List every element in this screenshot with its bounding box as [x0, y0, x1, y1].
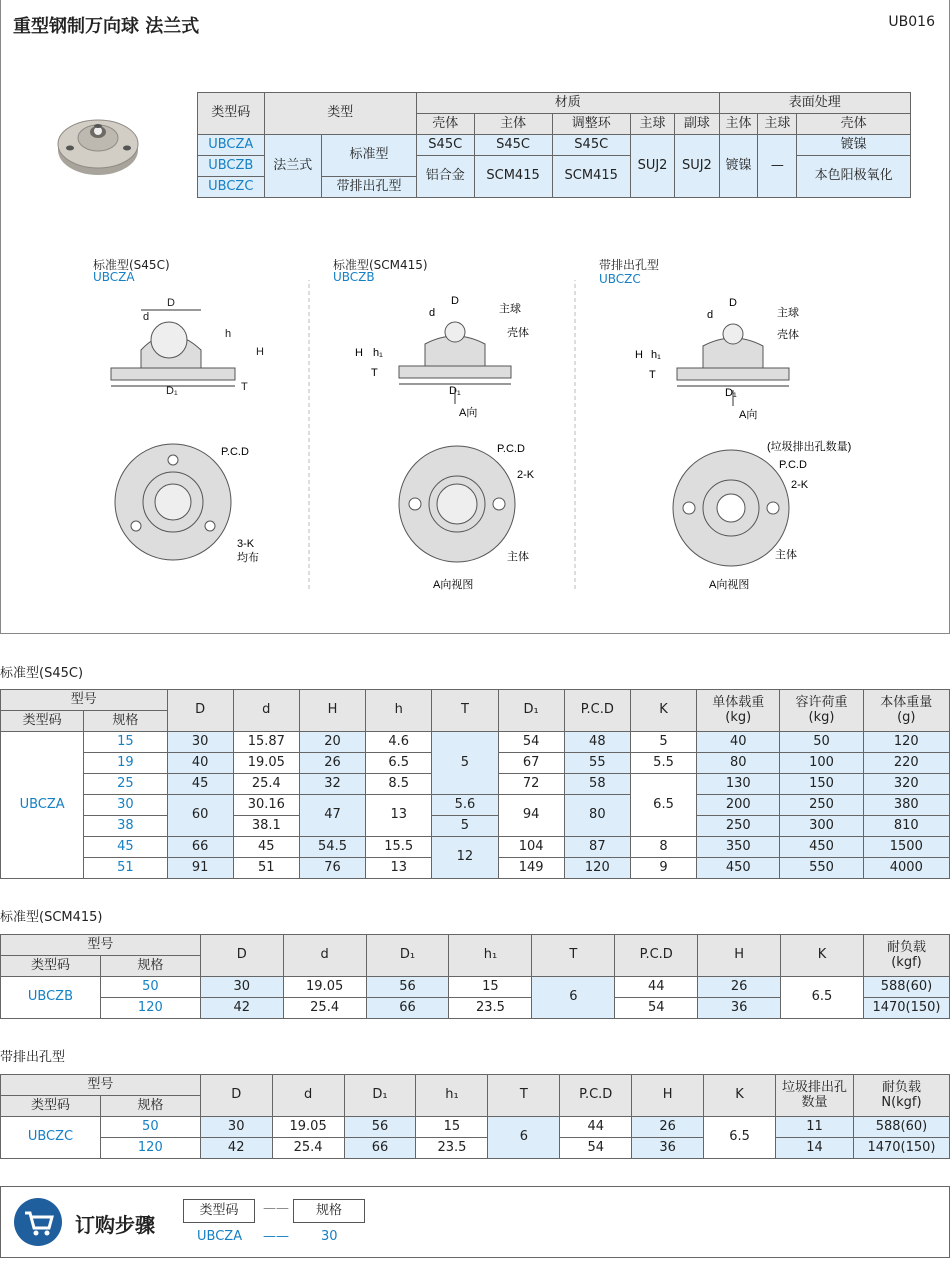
data-cell: 19.05 [233, 753, 299, 774]
drawing-c-title: 带排出孔型 [599, 258, 660, 272]
header-type-code: 类型码 [198, 93, 265, 135]
data-cell: 36 [698, 998, 781, 1019]
order-dash2: —— [263, 1229, 289, 1244]
data-cell: 550 [780, 858, 863, 879]
dim-H: H [635, 349, 643, 361]
subball-material-cell: SUJ2 [675, 135, 719, 198]
drawing-b-title: 标准型(SCM415) [333, 258, 428, 272]
data-cell: 32 [299, 774, 365, 795]
order-steps [0, 1186, 950, 1258]
material-cell: SCM415 [474, 156, 552, 198]
data-cell: 60 [167, 795, 233, 837]
data-cell: 54 [615, 998, 698, 1019]
col-header: h₁ [449, 935, 532, 977]
data-cell: 30.16 [233, 795, 299, 816]
material-cell: S45C [416, 135, 474, 156]
data-cell: 5 [432, 816, 498, 837]
data-cell: 48 [564, 732, 630, 753]
col-header: D [200, 935, 283, 977]
table3-title: 带排出孔型 [0, 1050, 66, 1065]
data-cell: 80 [697, 753, 780, 774]
data-cell: 5.6 [432, 795, 498, 816]
data-cell: 6 [532, 977, 615, 1019]
data-cell: 55 [564, 753, 630, 774]
col-header: H [698, 935, 781, 977]
dim-d: d [707, 309, 714, 321]
sub-header: 主球 [758, 114, 797, 135]
data-cell: 6.5 [781, 977, 864, 1019]
data-cell: 50 [780, 732, 863, 753]
data-cell: 19.05 [272, 1117, 344, 1138]
data-cell: 350 [697, 837, 780, 858]
data-cell: 1470(150) [863, 998, 949, 1019]
col-header: d [233, 690, 299, 732]
spec-cell: 30 [84, 795, 167, 816]
data-cell: 5.5 [630, 753, 696, 774]
spec-cell: 50 [100, 1117, 200, 1138]
data-cell: 588(60) [863, 977, 949, 998]
dim-h1: h₁ [373, 347, 383, 359]
col-header: T [532, 935, 615, 977]
data-cell: 80 [564, 795, 630, 837]
data-cell: 54 [560, 1138, 632, 1159]
sub-header: 壳体 [416, 114, 474, 135]
data-cell: 5 [432, 732, 498, 795]
drawing-b-code: UBCZB [333, 270, 375, 284]
spec-cell: 120 [100, 998, 200, 1019]
data-cell: 6.5 [366, 753, 432, 774]
data-cell: 44 [560, 1117, 632, 1138]
data-cell: 320 [863, 774, 949, 795]
pcd-label: P.C.D [221, 446, 249, 458]
data-cell: 87 [564, 837, 630, 858]
data-cell: 130 [697, 774, 780, 795]
surface-ball-cell: — [758, 135, 797, 198]
cart-icon [13, 1197, 63, 1247]
page-title: 重型钢制万向球 法兰式 [13, 16, 200, 37]
spec-cell: 51 [84, 858, 167, 879]
body-label: 主体 [775, 549, 797, 561]
type-code-cell: UBCZC [198, 177, 265, 198]
data-cell: 150 [780, 774, 863, 795]
drain-label: (垃圾排出孔数量) [767, 441, 852, 453]
sub-header: 主体 [474, 114, 552, 135]
header-spec: 规格 [100, 956, 200, 977]
col-header: P.C.D [560, 1075, 632, 1117]
material-cell: S45C [552, 135, 630, 156]
col-header: K [781, 935, 864, 977]
data-cell: 300 [780, 816, 863, 837]
data-cell: 120 [564, 858, 630, 879]
col-header: K [630, 690, 696, 732]
dim-d: d [429, 307, 436, 319]
data-cell: 200 [697, 795, 780, 816]
spec-cell: 15 [84, 732, 167, 753]
holes-label: 2-K [791, 479, 809, 491]
data-cell: 220 [863, 753, 949, 774]
spec-cell: 120 [100, 1138, 200, 1159]
order-title: 订购步骤 [75, 1213, 155, 1237]
drawing-a-title: 标准型(S45C) [93, 258, 170, 272]
col-header: D₁ [498, 690, 564, 732]
header-material: 材质 [416, 93, 719, 114]
technical-drawings [1, 280, 949, 600]
data-cell: 250 [780, 795, 863, 816]
data-cell: 26 [299, 753, 365, 774]
dim-D: D [167, 297, 175, 309]
direction-label: A向 [459, 407, 478, 419]
spec-table-s45c [0, 689, 950, 879]
col-header: T [432, 690, 498, 732]
data-cell: 6 [488, 1117, 560, 1159]
order-spec-value: 30 [321, 1229, 338, 1244]
col-header: 垃圾排出孔 数量 [775, 1075, 853, 1117]
data-cell: 15 [449, 977, 532, 998]
holes-label: 2-K [517, 469, 535, 481]
col-header: 本体重量 (g) [863, 690, 949, 732]
spec-cell: 19 [84, 753, 167, 774]
spec-cell: 50 [100, 977, 200, 998]
table2-title: 标准型(SCM415) [0, 910, 103, 925]
drawing-a-code: UBCZA [93, 270, 135, 284]
col-header: P.C.D [615, 935, 698, 977]
shell-label: 壳体 [507, 327, 529, 339]
col-header: T [488, 1075, 560, 1117]
header-model: 型号 [1, 690, 168, 711]
data-cell: 4.6 [366, 732, 432, 753]
order-spec-label: 规格 [293, 1199, 365, 1223]
data-cell: 5 [630, 732, 696, 753]
col-header: P.C.D [564, 690, 630, 732]
sub-header: 主球 [630, 114, 674, 135]
dim-H: H [355, 347, 363, 359]
surface-shell-cell: 本色阳极氧化 [797, 156, 911, 198]
data-cell: 25.4 [283, 998, 366, 1019]
surface-shell-cell: 镀镍 [797, 135, 911, 156]
dim-T: T [241, 381, 248, 393]
order-dash: —— [263, 1201, 289, 1216]
header-surface: 表面处理 [719, 93, 910, 114]
type-std-cell: 标准型 [322, 135, 417, 177]
header-model: 型号 [1, 1075, 201, 1096]
data-cell: 250 [697, 816, 780, 837]
data-cell: 66 [167, 837, 233, 858]
data-cell: 47 [299, 795, 365, 837]
col-header: h₁ [416, 1075, 488, 1117]
data-cell: 76 [299, 858, 365, 879]
data-cell: 44 [615, 977, 698, 998]
data-cell: 54.5 [299, 837, 365, 858]
data-cell: 120 [863, 732, 949, 753]
ball-material-cell: SUJ2 [630, 135, 674, 198]
type-main-cell: 法兰式 [264, 135, 322, 198]
pcd-label: P.C.D [779, 459, 807, 471]
data-cell: 42 [200, 998, 283, 1019]
data-cell: 94 [498, 795, 564, 837]
type-code-cell: UBCZA [1, 732, 84, 879]
dim-h: h [225, 328, 232, 340]
header-code: 类型码 [1, 1096, 101, 1117]
sub-header: 壳体 [797, 114, 911, 135]
sub-header: 调整环 [552, 114, 630, 135]
data-cell: 23.5 [416, 1138, 488, 1159]
data-cell: 13 [366, 858, 432, 879]
material-cell: 铝合金 [416, 156, 474, 198]
data-cell: 26 [698, 977, 781, 998]
header-spec: 规格 [84, 711, 167, 732]
data-cell: 58 [564, 774, 630, 795]
data-cell: 45 [167, 774, 233, 795]
product-photo [53, 108, 143, 178]
data-cell: 72 [498, 774, 564, 795]
product-code: UB016 [888, 14, 935, 30]
data-cell: 6.5 [704, 1117, 776, 1159]
dim-h1: h₁ [651, 349, 661, 361]
shell-label: 壳体 [777, 329, 799, 341]
header-model: 型号 [1, 935, 201, 956]
spec-table-scm415 [0, 934, 950, 1019]
view-label: A向视图 [433, 579, 474, 591]
table1-title: 标准型(S45C) [0, 666, 84, 681]
type-code-cell: UBCZC [1, 1117, 101, 1159]
col-header: H [632, 1075, 704, 1117]
data-cell: 40 [167, 753, 233, 774]
data-cell: 11 [775, 1117, 853, 1138]
data-cell: 380 [863, 795, 949, 816]
data-cell: 104 [498, 837, 564, 858]
header-spec: 规格 [100, 1096, 200, 1117]
type-code-cell: UBCZB [198, 156, 265, 177]
data-cell: 56 [344, 1117, 416, 1138]
material-table [197, 92, 911, 198]
col-header: 容许荷重 (kg) [780, 690, 863, 732]
col-header: H [299, 690, 365, 732]
data-cell: 8.5 [366, 774, 432, 795]
data-cell: 67 [498, 753, 564, 774]
data-cell: 1470(150) [853, 1138, 949, 1159]
data-cell: 810 [863, 816, 949, 837]
data-cell: 66 [366, 998, 449, 1019]
col-header: h [366, 690, 432, 732]
dim-H: H [256, 346, 264, 358]
data-cell: 450 [780, 837, 863, 858]
dim-T: T [371, 367, 378, 379]
data-cell: 15 [416, 1117, 488, 1138]
sub-header: 主体 [719, 114, 758, 135]
data-cell: 56 [366, 977, 449, 998]
data-cell: 588(60) [853, 1117, 949, 1138]
spec-cell: 45 [84, 837, 167, 858]
data-cell: 20 [299, 732, 365, 753]
surface-body-cell: 镀镍 [719, 135, 758, 198]
data-cell: 51 [233, 858, 299, 879]
data-cell: 12 [432, 837, 498, 879]
view-label: A向视图 [709, 579, 750, 591]
col-header: 耐负载 N(kgf) [853, 1075, 949, 1117]
main-ball-label: 主球 [777, 307, 799, 319]
dim-D: D [451, 295, 459, 307]
order-code-value: UBCZA [197, 1229, 243, 1244]
type-code-cell: UBCZB [1, 977, 101, 1019]
direction-label: A向 [739, 409, 758, 421]
data-cell: 15.87 [233, 732, 299, 753]
col-header: D₁ [344, 1075, 416, 1117]
dim-d: d [143, 311, 150, 323]
data-cell: 19.05 [283, 977, 366, 998]
dim-D1: D₁ [449, 385, 461, 397]
data-cell: 25.4 [233, 774, 299, 795]
data-cell: 100 [780, 753, 863, 774]
pcd-label: P.C.D [497, 443, 525, 455]
header-code: 类型码 [1, 956, 101, 977]
data-cell: 149 [498, 858, 564, 879]
holes-note: 均布 [237, 552, 259, 564]
data-cell: 13 [366, 795, 432, 837]
col-header: d [283, 935, 366, 977]
data-cell: 15.5 [366, 837, 432, 858]
data-cell: 66 [344, 1138, 416, 1159]
col-header: d [272, 1075, 344, 1117]
col-header: D [200, 1075, 272, 1117]
data-cell: 8 [630, 837, 696, 858]
header-type: 类型 [264, 93, 416, 135]
dim-D: D [729, 297, 737, 309]
data-cell: 4000 [863, 858, 949, 879]
dim-D1: D₁ [166, 385, 178, 397]
type-code-cell: UBCZA [198, 135, 265, 156]
data-cell: 45 [233, 837, 299, 858]
material-cell: S45C [474, 135, 552, 156]
data-cell: 42 [200, 1138, 272, 1159]
spec-cell: 25 [84, 774, 167, 795]
col-header: D [167, 690, 233, 732]
spec-table-drain [0, 1074, 950, 1159]
drawing-c-code: UBCZC [599, 272, 641, 286]
data-cell: 14 [775, 1138, 853, 1159]
data-cell: 26 [632, 1117, 704, 1138]
data-cell: 30 [200, 977, 283, 998]
data-cell: 30 [200, 1117, 272, 1138]
data-cell: 9 [630, 858, 696, 879]
data-cell: 30 [167, 732, 233, 753]
type-drain-cell: 带排出孔型 [322, 177, 417, 198]
data-cell: 54 [498, 732, 564, 753]
data-cell: 6.5 [630, 774, 696, 837]
holes-label: 3-K [237, 538, 255, 550]
material-cell: SCM415 [552, 156, 630, 198]
col-header: K [704, 1075, 776, 1117]
data-cell: 38.1 [233, 816, 299, 837]
spec-cell: 38 [84, 816, 167, 837]
col-header: 耐负载 (kgf) [863, 935, 949, 977]
data-cell: 23.5 [449, 998, 532, 1019]
main-ball-label: 主球 [499, 303, 521, 315]
col-header: D₁ [366, 935, 449, 977]
data-cell: 91 [167, 858, 233, 879]
header-code: 类型码 [1, 711, 84, 732]
sub-header: 副球 [675, 114, 719, 135]
dim-D1: D₁ [725, 387, 737, 399]
body-label: 主体 [507, 551, 529, 563]
col-header: 单体载重 (kg) [697, 690, 780, 732]
data-cell: 450 [697, 858, 780, 879]
order-code-label: 类型码 [183, 1199, 255, 1223]
dim-T: T [649, 369, 656, 381]
data-cell: 40 [697, 732, 780, 753]
data-cell: 36 [632, 1138, 704, 1159]
data-cell: 1500 [863, 837, 949, 858]
data-cell: 25.4 [272, 1138, 344, 1159]
